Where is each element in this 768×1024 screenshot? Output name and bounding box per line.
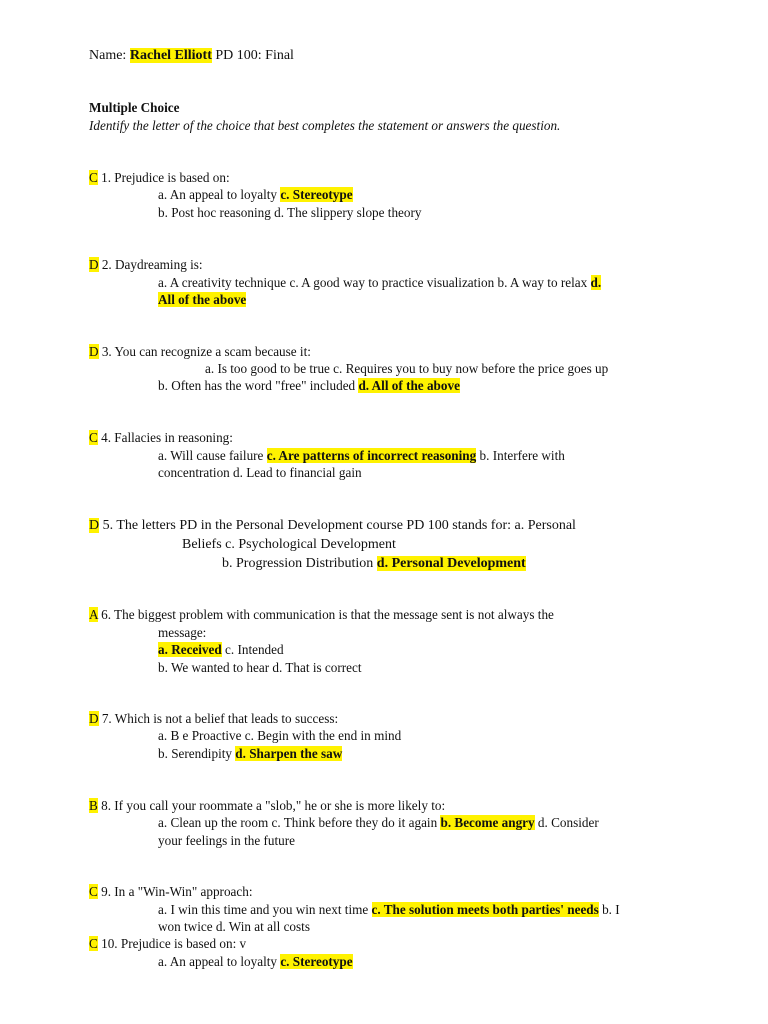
answer-letter: D xyxy=(89,518,100,533)
question-1 xyxy=(89,170,230,186)
question-stem: 10. Prejudice is based on: v xyxy=(97,936,247,951)
question-2-choices-line-1 xyxy=(158,275,601,291)
answer-letter: C xyxy=(89,430,98,445)
question-5-choices-line-2 xyxy=(222,555,526,573)
question-stem: 3. You can recognize a scam because it: xyxy=(98,344,311,359)
correct-choice: c. The solution meets both parties' needs xyxy=(371,902,599,917)
choice-text: a. A creativity technique c. A good way to practice visualization b. A way to relax xyxy=(158,275,591,290)
choice-text: a. Will cause failure xyxy=(158,448,267,463)
question-2-choices-line-2 xyxy=(158,292,246,308)
question-stem: 9. In a "Win-Win" approach: xyxy=(97,884,253,899)
question-7 xyxy=(89,711,338,727)
answer-letter: B xyxy=(89,798,98,813)
question-1-choices-line-1 xyxy=(158,187,353,203)
question-stem: 4. Fallacies in reasoning: xyxy=(97,430,233,445)
answer-letter: D xyxy=(89,257,99,272)
question-2 xyxy=(89,257,203,273)
question-6-choices-line-1 xyxy=(158,642,284,658)
student-name: Rachel Elliott xyxy=(129,48,212,63)
choice-text: b. Often has the word "free" included xyxy=(158,378,359,393)
section-instructions: Identify the letter of the choice that best completes the statement or answers the question. xyxy=(89,118,561,133)
question-9-choices-line-2: won twice d. Win at all costs xyxy=(158,919,310,934)
choice-text: a. An appeal to loyalty xyxy=(158,187,281,202)
choice-text: a. Clean up the room c. Think before they do it again xyxy=(158,815,441,830)
choice-text: b. Interfere with xyxy=(476,448,565,463)
correct-choice: c. Stereotype xyxy=(280,187,353,202)
question-10-choices-line-1 xyxy=(158,954,353,970)
question-stem: 1. Prejudice is based on: xyxy=(97,170,230,185)
question-10 xyxy=(89,936,246,952)
question-9 xyxy=(89,884,253,900)
correct-choice: c. Are patterns of incorrect reasoning xyxy=(266,448,477,463)
question-8-choices-line-2: your feelings in the future xyxy=(158,833,295,848)
answer-letter: C xyxy=(89,170,98,185)
question-3 xyxy=(89,344,311,360)
correct-choice: c. Stereotype xyxy=(280,954,353,969)
answer-letter: C xyxy=(89,884,98,899)
question-7-choices-line-2 xyxy=(158,746,342,762)
question-3-choices-line-2 xyxy=(158,378,460,394)
correct-choice: d. All of the above xyxy=(358,378,460,393)
choice-text: c. Intended xyxy=(221,642,284,657)
course-title: PD 100: Final xyxy=(211,48,294,63)
name-label: Name: xyxy=(89,48,130,63)
question-4 xyxy=(89,430,233,446)
answer-letter: C xyxy=(89,936,98,951)
question-stem: 7. Which is not a belief that leads to success: xyxy=(98,711,339,726)
choice-text: d. Consider xyxy=(534,815,599,830)
section-title: Multiple Choice xyxy=(89,100,180,115)
question-4-choices-line-2: concentration d. Lead to financial gain xyxy=(158,465,362,480)
question-stem: 2. Daydreaming is: xyxy=(98,257,203,272)
correct-choice: All of the above xyxy=(158,292,247,307)
choice-text: a. I win this time and you win next time xyxy=(158,902,372,917)
question-stem: 6. The biggest problem with communication is that the message sent is not always the xyxy=(97,607,554,622)
question-stem: 8. If you call your roommate a "slob," he or she is more likely to: xyxy=(97,798,446,813)
correct-choice: d. xyxy=(590,275,602,290)
correct-choice: d. Sharpen the saw xyxy=(235,746,343,761)
correct-choice: a. Received xyxy=(158,642,222,657)
question-9-choices-line-1 xyxy=(158,902,620,918)
question-8 xyxy=(89,798,445,814)
answer-letter: D xyxy=(89,711,99,726)
correct-choice: b. Become angry xyxy=(440,815,535,830)
answer-letter: A xyxy=(89,607,98,622)
question-1-choices-line-2: b. Post hoc reasoning d. The slippery slope theory xyxy=(158,205,422,220)
question-8-choices-line-1 xyxy=(158,815,599,831)
question-stem: 5. The letters PD in the Personal Development course PD 100 stands for: a. Personal xyxy=(99,518,576,533)
choice-text: a. An appeal to loyalty xyxy=(158,954,281,969)
correct-choice: d. Personal Development xyxy=(376,556,526,571)
choice-text: b. Progression Distribution xyxy=(222,556,377,571)
question-6 xyxy=(89,607,554,623)
name-line xyxy=(89,47,294,65)
question-3-choices-line-1: a. Is too good to be true c. Requires you to buy now before the price goes up xyxy=(205,361,609,376)
question-5-choices-line-1: Beliefs c. Psychological Development xyxy=(182,537,396,552)
choice-text: b. Serendipity xyxy=(158,746,236,761)
question-6-stem-continued: message: xyxy=(158,625,207,640)
answer-letter: D xyxy=(89,344,99,359)
question-4-choices-line-1 xyxy=(158,448,565,464)
question-5 xyxy=(89,517,576,535)
choice-text: b. I xyxy=(598,902,620,917)
question-6-choices-line-2: b. We wanted to hear d. That is correct xyxy=(158,660,362,675)
question-7-choices-line-1: a. B e Proactive c. Begin with the end in mind xyxy=(158,728,402,743)
